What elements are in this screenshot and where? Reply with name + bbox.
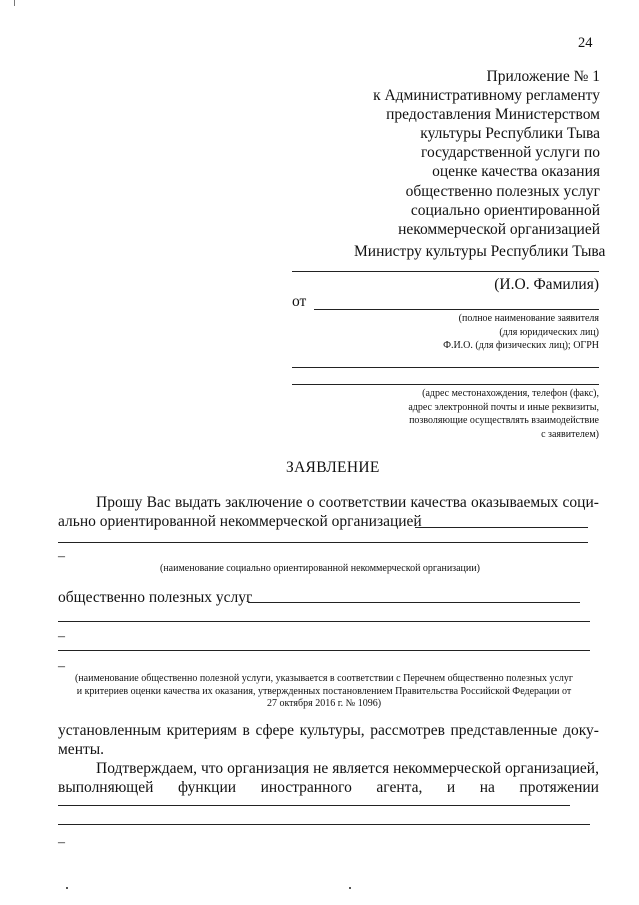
applicant-hint-line: (полное наименование заявителя xyxy=(458,313,599,324)
period-underline-1 xyxy=(58,805,570,806)
name-hint: (И.О. Фамилия) xyxy=(494,276,599,293)
services-label: общественно полезных услуг xyxy=(58,589,253,606)
applicant-hint-line: (для юридических лиц) xyxy=(499,326,599,338)
page-number: 24 xyxy=(578,35,593,51)
contacts-hint-line: (адрес местонахождения, телефон (факс), xyxy=(422,388,599,399)
paragraph-2-line-2: менты. xyxy=(58,741,105,758)
dash-mark: – xyxy=(58,629,65,644)
from-underline xyxy=(314,309,599,310)
word: Вас xyxy=(146,494,171,511)
contacts-hint-line: позволяющие осуществлять взаимодействие xyxy=(409,415,599,426)
word: не xyxy=(313,760,329,777)
word: рассмотрев xyxy=(370,722,445,739)
word: что xyxy=(201,760,224,777)
word: о xyxy=(306,494,315,511)
contacts-hint-line: с заявителем) xyxy=(541,428,599,440)
word: протяжении xyxy=(519,779,599,796)
org-hint: (наименование социально ориентированной некоммерческой организации) xyxy=(160,563,480,574)
word: установленным xyxy=(58,722,162,739)
paragraph-2-line-1 xyxy=(58,721,599,740)
service-hint-line: 27 октября 2016 г. № 1096) xyxy=(266,698,382,709)
word: и xyxy=(446,779,456,796)
dash-mark: – xyxy=(58,835,65,850)
name-underline xyxy=(292,271,599,272)
word: критериям xyxy=(166,722,237,739)
appendix-line: социально ориентированной xyxy=(410,201,600,219)
word: оказываемых xyxy=(471,494,559,511)
services-underline-1 xyxy=(58,621,590,622)
word: доку- xyxy=(563,722,599,739)
scan-speck xyxy=(349,887,351,889)
services-underline-2 xyxy=(58,650,590,651)
document-title: ЗАЯВЛЕНИЕ xyxy=(286,459,380,476)
word: качества xyxy=(410,494,467,511)
applicant-underline-1 xyxy=(292,367,599,368)
dash-mark: – xyxy=(58,659,65,674)
contacts-hint xyxy=(408,387,599,441)
appendix-line: к Административному регламенту xyxy=(373,87,600,105)
word: организацией, xyxy=(505,760,599,777)
paragraph-3-line-2 xyxy=(58,778,599,797)
paragraph-1-line-2: ально ориентированной некоммерческой организацией xyxy=(58,513,422,530)
word: некоммерческой xyxy=(393,760,502,777)
appendix-line: общественно полезных услуг xyxy=(405,182,600,200)
scan-speck xyxy=(14,0,15,6)
appendix-line: государственной услуги по xyxy=(420,144,600,162)
word: Прошу xyxy=(96,494,143,511)
org-underline-inline xyxy=(415,527,588,528)
word: выполняющей xyxy=(58,779,154,796)
word: иностранного xyxy=(260,779,352,796)
service-hint-line: (наименование общественно полезной услуги, указывается в соответствии с Перечнем общественно полезных услуг xyxy=(74,673,574,684)
dash-mark: – xyxy=(58,549,65,564)
service-hint-line: и критериев оценки качества их оказания, утвержденных постановлением Правительства Российской Федерации от xyxy=(76,685,572,697)
word: соответствии xyxy=(318,494,407,511)
word: соци- xyxy=(562,494,599,511)
word: агента, xyxy=(376,779,423,796)
word: организация xyxy=(227,760,310,777)
applicant-underline-2 xyxy=(292,384,599,385)
contacts-hint-line: адрес электронной почты и иные реквизиты, xyxy=(408,401,599,413)
word: Подтверждаем, xyxy=(96,760,198,777)
word: на xyxy=(479,779,495,796)
paragraph-1-line-1 xyxy=(96,493,599,512)
word: сфере xyxy=(255,722,295,739)
word: выдать xyxy=(174,494,221,511)
appendix-block xyxy=(373,67,600,239)
appendix-line: предоставления Министерством xyxy=(386,106,600,124)
appendix-line: некоммерческой организацией xyxy=(398,220,600,238)
appendix-line: оценке качества оказания xyxy=(432,163,600,181)
appendix-line: культуры Республики Тыва xyxy=(420,125,600,143)
services-underline-inline xyxy=(248,602,580,603)
period-underline-2 xyxy=(58,824,590,825)
appendix-line: Приложение № 1 xyxy=(486,68,600,85)
word: функции xyxy=(177,779,237,796)
applicant-hint-line: Ф.И.О. (для физических лиц); ОГРН xyxy=(443,340,599,351)
minister-line: Министру культуры Республики Тыва xyxy=(354,243,606,260)
word: заключение xyxy=(225,494,303,511)
word: представленные xyxy=(450,722,558,739)
word: культуры, xyxy=(299,722,365,739)
org-underline-full xyxy=(58,542,588,543)
applicant-hint xyxy=(443,312,599,353)
service-hint xyxy=(50,673,598,711)
from-label: от xyxy=(292,293,307,310)
paragraph-3-line-1 xyxy=(96,759,599,778)
word: является xyxy=(332,760,390,777)
scan-speck xyxy=(66,887,68,889)
word: в xyxy=(242,722,250,739)
